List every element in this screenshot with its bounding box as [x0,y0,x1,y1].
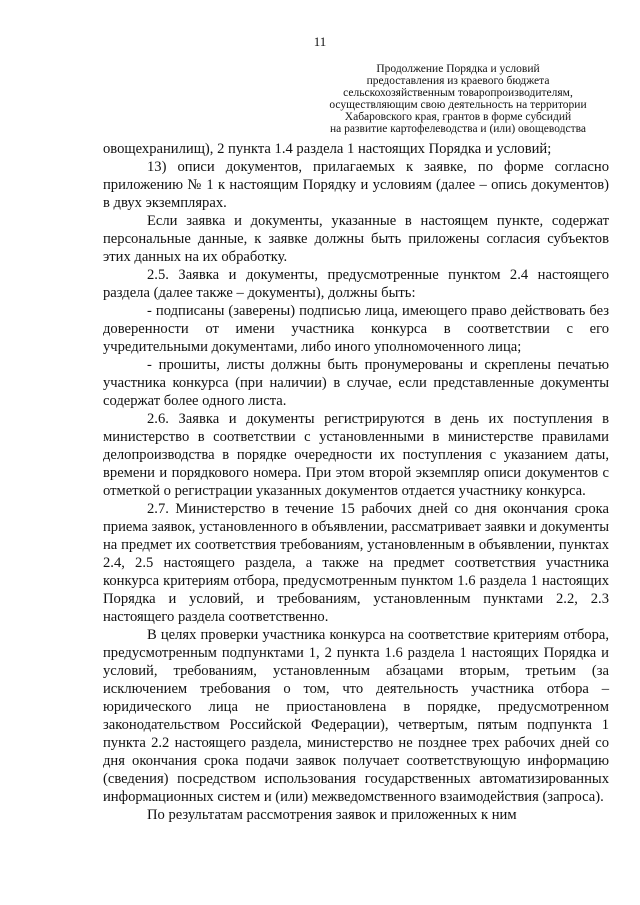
header-line: Хабаровского края, грантов в форме субсидий [344,111,572,123]
paragraph-dash-signed: - подписаны (заверены) подписью лица, имеющего право действовать без доверенности от имени участника конкурса в соответствии с его учредительными документами, либо иного уполномоченного лица; [103,303,609,355]
header-line: предоставления из краевого бюджета [366,75,550,87]
paragraph-results: По результатам рассмотрения заявок и приложенных к ним [147,807,517,823]
running-header [290,63,626,135]
paragraph-2-5: 2.5. Заявка и документы, предусмотренные пунктом 2.4 настоящего раздела (далее также – документы), должны быть: [103,267,609,301]
paragraph-continuation: овощехранилищ), 2 пункта 1.4 раздела 1 настоящих Порядка и условий; [103,141,552,157]
header-line: на развитие картофелеводства и (или) овощеводства [330,123,586,135]
header-line: сельскохозяйственным товаропроизводителям, [343,87,573,99]
paragraph-2-6: 2.6. Заявка и документы регистрируются в день их поступления в министерство в соответствии с установленными в министерстве правилами делопроизводства в порядке очередности их поступления с указанием даты, времени и порядкового номера. При этом второй экземпляр описи документов с отметкой о регистрации указанных документов отдается участнику конкурса. [103,411,609,499]
page-number: 11 [313,34,327,49]
header-line: осуществляющим свою деятельность на территории [329,99,587,111]
paragraph-2-7: 2.7. Министерство в течение 15 рабочих дней со дня окончания срока приема заявок, установленного в объявлении, рассматривает заявки и документы на предмет их соответствия требованиям, установленным в объявлении, пунктах 2.4, 2.5 настоящего раздела, а также на предмет соответствия участника конкурса критериям отбора, предусмотренным пунктом 1.6 раздела 1 настоящих Порядка и условий, и требованиям, установленным пунктами 2.2, 2.3 настоящего раздела соответственно. [103,501,609,625]
paragraph-personal-data: Если заявка и документы, указанные в настоящем пункте, содержат персональные данные, к заявке должны быть приложены согласия субъектов этих данных на их обработку. [103,213,609,265]
document-body [103,140,609,824]
paragraph-dash-stitched: - прошиты, листы должны быть пронумерованы и скреплены печатью участника конкурса (при наличии) в случае, если представленные документы содержат более одного листа. [103,357,609,409]
paragraph-verification: В целях проверки участника конкурса на соответствие критериям отбора, предусмотренным подпунктами 1, 2 пункта 1.6 раздела 1 настоящих Порядка и условий, требованиям, установленным абзацами вторым, третьим (за исключением требования о том, что деятельность участника отбора – юридического лица не приостановлена в порядке, предусмотренном законодательством Российской Федерации), четвертым, пятым подпункта 1 пункта 2.2 настоящего раздела, министерство не позднее трех рабочих дней со дня окончания срока подачи заявок получает соответствующую информацию (сведения) посредством использования государственных автоматизированных информационных систем и (или) межведомственного взаимодействия (запроса). [103,627,609,805]
paragraph-item-13: 13) описи документов, прилагаемых к заявке, по форме согласно приложению № 1 к настоящим Порядку и условиям (далее – опись документов) в двух экземплярах. [103,159,609,211]
header-line: Продолжение Порядка и условий [376,63,540,75]
